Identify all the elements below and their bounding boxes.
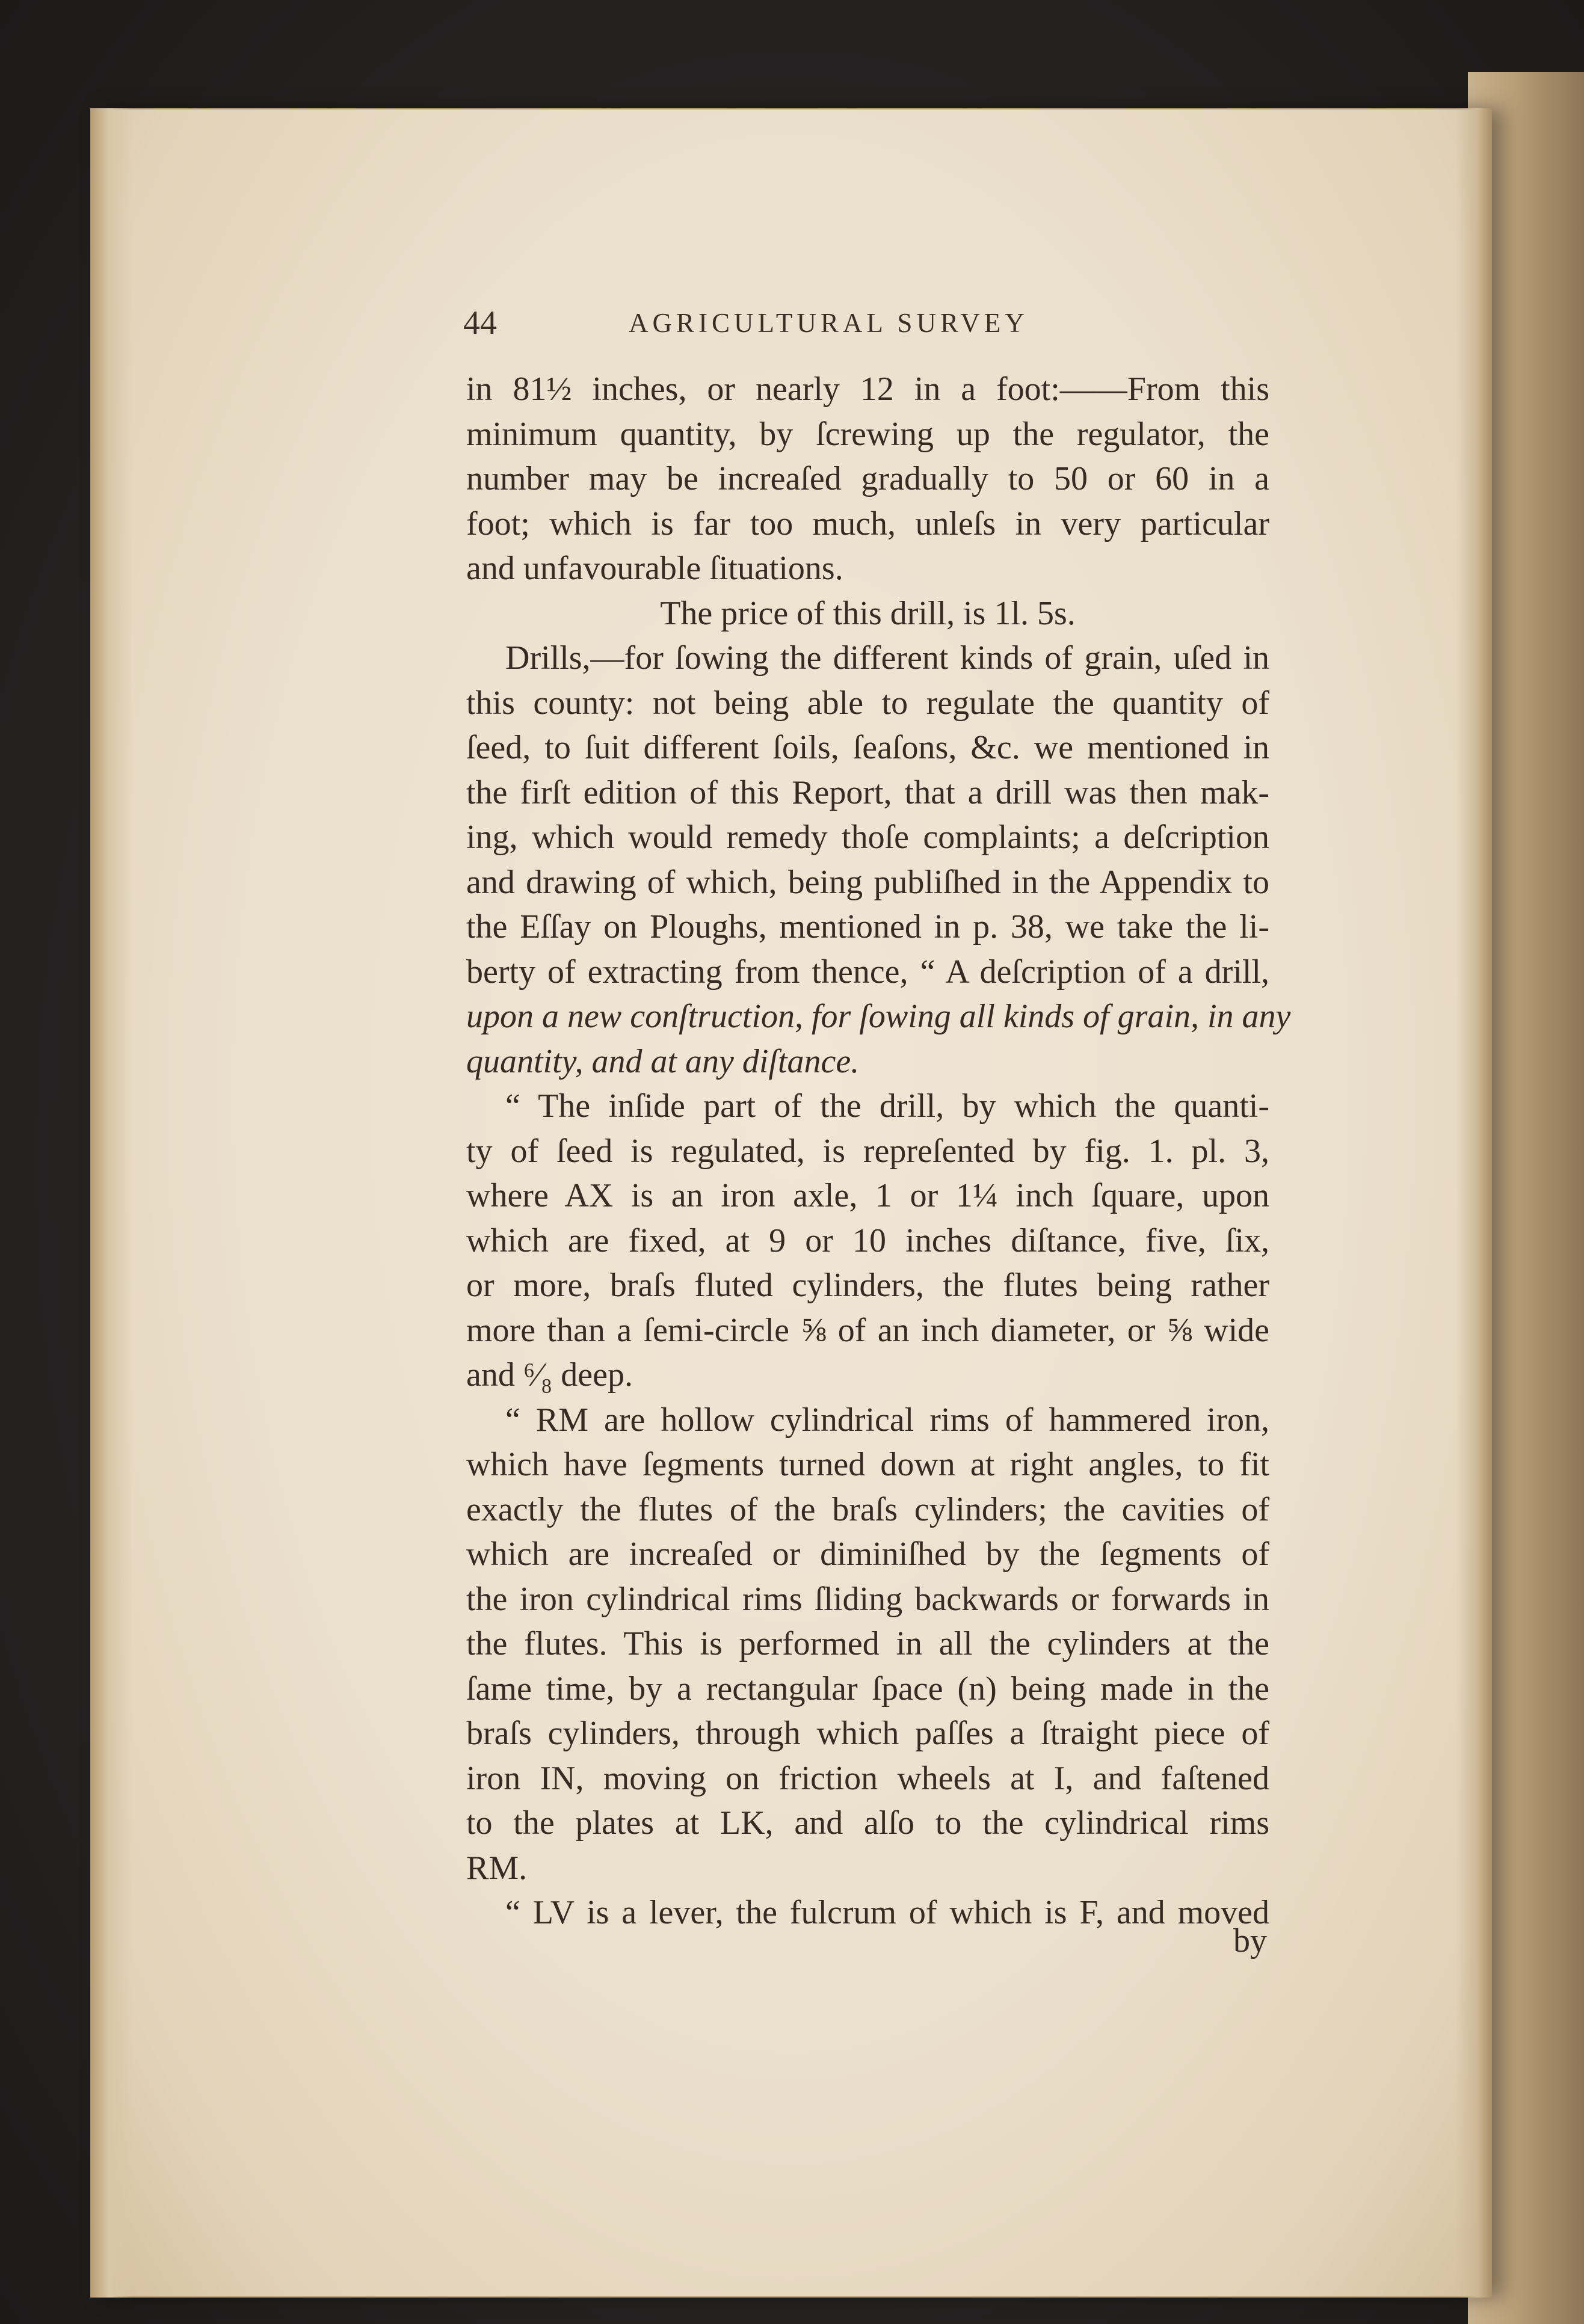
text-line: berty of extracting from thence, “ A deſcription of a drill, xyxy=(466,953,1269,991)
text-line: and unfavourable ſituations. xyxy=(466,550,843,587)
text-line: and ⁶⁄₈ deep. xyxy=(466,1356,633,1394)
page-header xyxy=(463,304,1272,346)
text-line: iron IN, moving on friction wheels at I, and faſtened xyxy=(466,1759,1269,1797)
text-line: quantity, and at any diſtance. xyxy=(466,1042,860,1080)
text-line: RM. xyxy=(466,1849,528,1887)
text-line: the flutes. This is performed in all the cylinders at the xyxy=(466,1625,1269,1662)
price-line: The price of this drill, is 1l. 5s. xyxy=(660,594,1076,632)
text-line: or more, braſs fluted cylinders, the flutes being rather xyxy=(466,1267,1269,1304)
text-line: upon a new conſtruction, for ſowing all kinds of grain, in any xyxy=(466,998,1291,1035)
text-line: “ RM are hollow cylindrical rims of hammered iron, xyxy=(505,1401,1269,1439)
text-line: and drawing of which, being publiſhed in the Appendix to xyxy=(466,863,1269,901)
catchword: by xyxy=(1233,1922,1267,1960)
text-line: where AX is an iron axle, 1 or 1¼ inch ſquare, upon xyxy=(466,1177,1269,1214)
text-line: which are fixed, at 9 or 10 inches diſtance, five, ſix, xyxy=(466,1222,1269,1259)
page-gutter-shading xyxy=(90,108,132,2298)
text-line: “ The inſide part of the drill, by which the quanti- xyxy=(505,1087,1269,1125)
running-head: AGRICULTURAL SURVEY xyxy=(629,308,1029,338)
text-line: ſeed, to ſuit different ſoils, ſeaſons, &c. we mentioned in xyxy=(466,729,1269,766)
text-line: to the plates at LK, and alſo to the cylindrical rims xyxy=(466,1804,1269,1842)
text-line: foot; which is far too much, unleſs in very particular xyxy=(466,505,1269,543)
text-line: ſame time, by a rectangular ſpace (n) being made in the xyxy=(466,1670,1269,1708)
text-line: ty of ſeed is regulated, is repreſented by fig. 1. pl. 3, xyxy=(466,1132,1269,1170)
page-fore-edge-shading xyxy=(1456,108,1492,2298)
text-line: the firſt edition of this Report, that a drill was then mak- xyxy=(466,773,1269,811)
text-line: ing, which would remedy thoſe complaints; a deſcription xyxy=(466,819,1269,856)
page-number: 44 xyxy=(463,304,497,342)
text-line: the Eſſay on Ploughs, mentioned in p. 38, we take the li- xyxy=(466,908,1269,945)
text-line: minimum quantity, by ſcrewing up the regulator, the xyxy=(466,415,1269,453)
text-line: number may be increaſed gradually to 50 or 60 in a xyxy=(466,460,1269,497)
text-line: more than a ſemi-circle ⅝ of an inch diameter, or ⅝ wide xyxy=(466,1311,1269,1349)
text-line: exactly the flutes of the braſs cylinders; the cavities of xyxy=(466,1490,1269,1528)
text-line: “ LV is a lever, the fulcrum of which is F, and moved xyxy=(505,1894,1269,1931)
text-line: in 81½ inches, or nearly 12 in a foot:——From this xyxy=(466,370,1269,408)
text-line: braſs cylinders, through which paſſes a ſtraight piece of xyxy=(466,1715,1269,1752)
text-line: this county: not being able to regulate the quantity of xyxy=(466,684,1269,722)
section-heading-line: Drills,—for ſowing the different kinds of grain, uſed in xyxy=(505,639,1269,677)
text-line: the iron cylindrical rims ſliding backwards or forwards in xyxy=(466,1580,1269,1618)
text-line: which have ſegments turned down at right angles, to fit xyxy=(466,1446,1269,1483)
body-text xyxy=(466,367,1291,1935)
text-line: which are increaſed or diminiſhed by the ſegments of xyxy=(466,1536,1269,1573)
